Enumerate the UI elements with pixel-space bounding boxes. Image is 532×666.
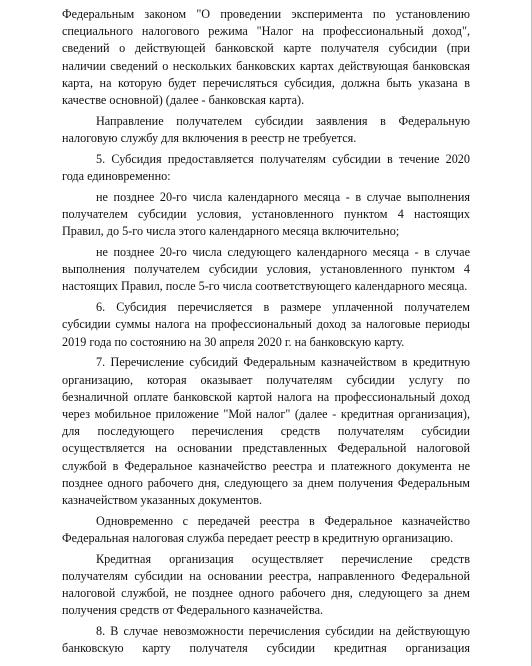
paragraph-clause-5-term-2: не позднее 20-го числа следующего календарного месяца - в случае выполнения получателем субсидии условия, установленного пунктом 4 настоящих Правил, после 5-го числа соответствующего календарного месяца. bbox=[62, 245, 470, 294]
paragraph-application-not-required: Направление получателем субсидии заявления в Федеральную налоговую службу для включения в реестр не требуется. bbox=[62, 113, 470, 146]
paragraph-law-reference: Федеральным законом "О проведении эксперимента по установлению специального налогового режима "Налог на профессиональный доход", сведений о действующей банковской карте получателя субсидии (при наличии сведений о нескольких банковских картах действующая банковская карта, на которую будет перечисляться субсидия, должна быть указана в качестве основной) (далее - банковская карта). bbox=[62, 7, 470, 108]
paragraph-clause-8: 8. В случае невозможности перечисления субсидии на действующую банковскую карту получателя субсидии кредитная организация bbox=[62, 624, 470, 656]
paragraph-clause-5-term-1: не позднее 20-го числа календарного месяца - в случае выполнения получателем субсидии условия, установленного пунктом 4 настоящих Правил, до 5-го числа этого календарного месяца включительно; bbox=[62, 189, 470, 239]
paragraph-registry-transfer: Одновременно с передачей реестра в Федеральное казначейство Федеральная налоговая служба передает реестр в кредитную организацию. bbox=[62, 513, 470, 546]
paragraph-clause-7: 7. Перечисление субсидий Федеральным казначейством в кредитную организацию, которая оказывает получателям субсидии услугу по безналичной оплате банковской картой налога на профессиональный доход через мобильное приложение "Мой налог" (далее - кредитная организация), для последующего перечисления средств получателям субсидии осуществляется на основании представленных Федеральной налоговой службой в Федеральное казначейство реестра и платежного документа не позднее одного рабочего дня, следующего за днем получения Федеральным казначейством указанных документов. bbox=[62, 355, 470, 508]
paragraph-clause-6: 6. Субсидия перечисляется в размере уплаченной получателем субсидии суммы налога на профессиональный доход за налоговые периоды 2019 года по состоянию на 30 апреля 2020 г. на банковскую карту. bbox=[62, 300, 470, 349]
paragraph-credit-org-transfer: Кредитная организация осуществляет перечисление средств получателям субсидии на основании реестра, направленного Федеральной налоговой службой, не позднее одного рабочего дня, следующего за днем получения средств от Федерального казначейства. bbox=[62, 551, 470, 618]
paragraph-clause-5: 5. Субсидия предоставляется получателям субсидии в течение 2020 года единовременно: bbox=[62, 151, 470, 184]
document-body bbox=[62, 6, 470, 658]
